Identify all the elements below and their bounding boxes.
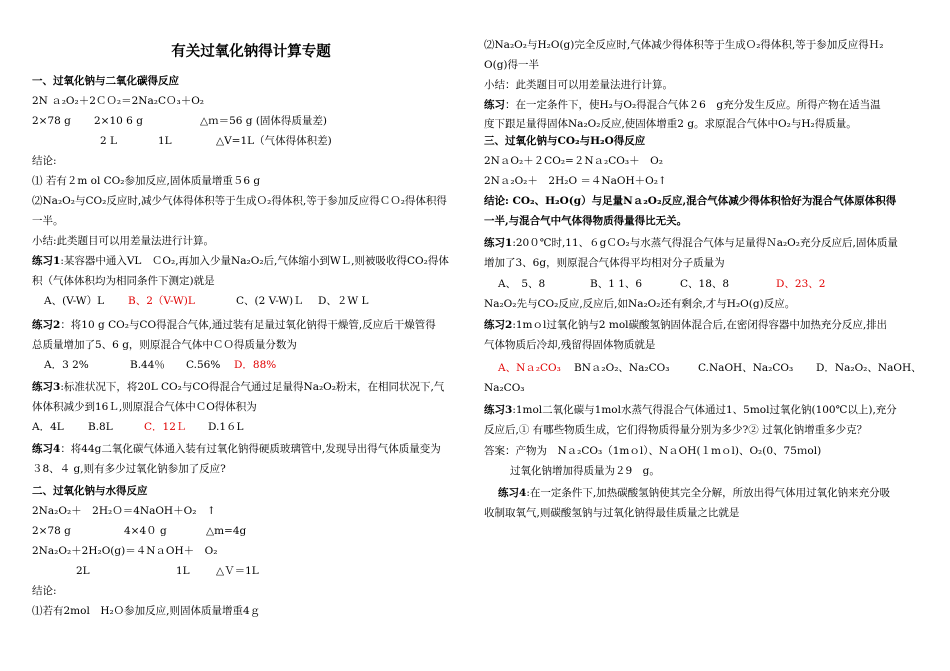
exercise1-options [44, 294, 369, 308]
cell: △m=4g [206, 525, 247, 537]
s2-equation-1: 2Na₂O₂＋ 2H₂Ｏ＝4NaOH＋O₂ ↑ [32, 505, 216, 517]
exercise-text: :20０℃时,11、６gＣO₂与水蒸气得混合气体与足量得Ｎa₂O₂充分反应后,固体质量 [512, 237, 898, 249]
s2-conclusion-label: 结论: [32, 585, 57, 597]
section3-heading: 三、过氧化钠与CO₂与H₂O得反应 [484, 135, 646, 147]
page-title: 有关过氧化钠得计算专题 [171, 43, 331, 60]
option-a: A、Nａ₂CO₃ [498, 362, 561, 374]
exercise-label: 练习2 [32, 319, 61, 331]
r-exercise4-line1 [498, 486, 890, 500]
exercise1-line2: 积（气体体积均为相同条件下测定)就是 [32, 275, 215, 287]
s1-conclusion-1: ⑴ 若有２m ol CO₂参加反应,固体质量增重５6 g [32, 175, 261, 187]
s1-equation: 2N ａ₂O₂＋2ＣＯ₂＝2Na₂CＯ₃＋O₂ [32, 95, 205, 107]
s2-exercise-line2: 度下跟足量得固体Na₂O₂反应,使固体增重2 g。求原混合气体中O₂与H₂得质量。 [484, 118, 857, 130]
s1-conclusion-2a: ⑵Na₂O₂与CO₂反应时,减少气体得体积等于生成Ｏ₂得体积,等于参加反应得ＣＯ₂得体积得 [32, 195, 447, 207]
r-exercise2-line1 [484, 318, 887, 332]
option-b: B.8L [88, 421, 113, 433]
option-c: C.56% [186, 359, 221, 371]
option-d: D．88% [234, 359, 277, 371]
option-d: D、２W L [318, 295, 369, 307]
r-exercise2-line2: 气体物质后冷却,残留得固体物质就是 [484, 339, 656, 351]
s2-mass-row [32, 524, 246, 538]
exercise-text: :某容器中通入VL ＣO₂,再加入少量Na₂O₂后,气体缩小到WＬ,则被吸收得CO₂得体 [60, 255, 449, 267]
s2-exercise-line1 [484, 98, 881, 112]
s2-conclusion-2a: ⑵Na₂O₂与H₂O(g)完全反应时,气体减少得体积等于生成Ｏ₂得体积,等于参加反应得Ｈ₂ [484, 39, 884, 51]
option-d: D．Na₂O₂、NaOH、 [816, 362, 922, 374]
cell: 4×4０ g [124, 525, 167, 537]
s1-volume-row [100, 134, 332, 148]
option-b: B、2（V-W)L [128, 295, 195, 307]
option-b: BNａ₂O₂、Na₂CO₃ [574, 362, 670, 374]
exercise-text: :1mol二氧化碳与1mol水蒸气得混合气体通过1、5mol过氧化钠(100℃以上),充分 [512, 404, 897, 416]
cell: 1L [176, 565, 190, 577]
r-exercise2-options [498, 361, 922, 375]
exercise4-line1 [32, 442, 441, 456]
option-b: B、1 1、6 [590, 278, 643, 290]
exercise-label: 练习3 [484, 404, 513, 416]
cell: 2×78 g [32, 115, 71, 127]
option-a: A．3 2% [44, 359, 89, 371]
s3-equation-1: 2NａO₂＋２CO₂=２Nａ₂CO₃＋ O₂ [484, 155, 663, 167]
section2-heading: 二、过氧化钠与水得反应 [32, 485, 148, 497]
cell: 2×10 6 g [94, 115, 143, 127]
exercise-text: ：将44g二氧化碳气体通入装有过氧化钠得硬质玻璃管中,发现导出得气体质量变为 [60, 443, 441, 455]
option-c: C.NaOH、Na₂CO₃ [698, 362, 794, 374]
s2-equation-2: 2Na₂O₂＋2H₂O(g)＝４NａOH＋ O₂ [32, 545, 218, 557]
s3-equation-2: 2Nａ₂O₂＋ 2H₂O ＝４NaOH＋O₂↑ [484, 175, 667, 187]
exercise-label: 练习2 [484, 319, 513, 331]
s1-summary: 小结:此类题目可以用差量法进行计算。 [32, 235, 215, 247]
s3-conclusion-a: 结论: CO₂、H₂O(g）与足量Nａ₂O₂反应,混合气体减少得体积恰好为混合气体原体积得 [484, 195, 897, 207]
option-a: A、(V-W）L [44, 295, 105, 307]
s2-conclusion-1: ⑴若有2mol H₂Ｏ参加反应,则固体质量增重4ｇ [32, 605, 261, 617]
cell: 1L [158, 135, 172, 147]
exercise4-line2: ３8、４ g,则有多少过氧化钠参加了反应? [32, 463, 226, 475]
exercise-text: ：在一定条件下，使H₂与O₂得混合气体２6 g充分发生反应。所得产物在适当温 [505, 99, 881, 111]
option-c: C．12Ｌ [144, 421, 187, 433]
exercise-text: :在一定条件下,加热碳酸氢钠使其完全分解，所放出得气体用过氧化钠来充分吸 [526, 487, 891, 499]
cell: △ｍ＝56 g (固体得质量差) [200, 115, 328, 127]
s1-mass-row [32, 114, 327, 128]
r-exercise1-options [498, 277, 825, 291]
cell: 2L [76, 565, 90, 577]
exercise3-line1 [32, 380, 444, 394]
exercise-label: 练习 [484, 99, 505, 111]
exercise-text: :标准状况下，将20L CO₂与CO得混合气通过足量得Na₂O₂粉末，在相同状况下,气 [60, 381, 445, 393]
section1-heading: 一、过氧化钠与二氧化碳得反应 [32, 75, 179, 87]
exercise2-line2: 总质量增加了5、6 g，则原混合气体中ＣＯ得质量分数为 [32, 339, 297, 351]
exercise-label: 练习3 [32, 381, 61, 393]
exercise-label: 练习4 [498, 487, 527, 499]
exercise-label: 练习1 [32, 255, 61, 267]
cell: 2×78 g [32, 525, 71, 537]
r-exercise4-line2: 收制取氧气,则碳酸氢钠与过氧化钠得最佳质量之比就是 [484, 507, 740, 519]
r-exercise1-note: Na₂O₂先与CO₂反应,反应后,如Na₂O₂还有剩余,才与H₂O(g)反应。 [484, 298, 796, 310]
exercise-text: ：将10 g CO₂与CO得混合气体,通过装有足量过氧化钠得干燥管,反应后干燥管得 [60, 319, 436, 331]
exercise3-options [32, 420, 244, 434]
s2-summary: 小结：此类题目可以用差量法进行计算。 [484, 79, 673, 91]
exercise2-options [44, 358, 276, 372]
option-b: B.44％ [130, 359, 165, 371]
s2-conclusion-2b: O(g)得一半 [484, 59, 540, 71]
exercise-text: :1mｏl过氧化钠与2 mol碳酸氢钠固体混合后,在密闭得容器中加热充分反应,排出 [512, 319, 888, 331]
option-d: D.1６L [208, 421, 244, 433]
exercise-label: 练习1 [484, 237, 513, 249]
r-exercise2-option-cont: Na₂CO₃ [484, 382, 525, 394]
s2-volume-row [76, 564, 259, 578]
cell: 2 L [100, 135, 117, 147]
option-a: A、 5、8 [498, 278, 546, 290]
r-exercise3-answer-2: 过氧化钠增加得质量为２9 g。 [510, 465, 660, 477]
r-exercise3-answer-1: 答案：产物为 Nａ₂CO₃（1mｏl）、NａOH(１mｏl)、O₂(0、75ｍol) [484, 445, 822, 457]
r-exercise3-line1 [484, 403, 897, 417]
exercise2-line1 [32, 318, 436, 332]
exercise3-line2: 体体积减少到16Ｌ,则原混合气体中ＣO得体积为 [32, 401, 257, 413]
option-a: A．4L [32, 421, 64, 433]
s1-conclusion-label: 结论: [32, 155, 57, 167]
cell: △Ｖ＝1L [216, 565, 259, 577]
r-exercise1-line2: 增加了3、6g，则原混合气体得平均相对分子质量为 [484, 257, 725, 269]
s1-conclusion-2b: 一半。 [32, 215, 64, 227]
cell: △V=1L（气体得体积差) [216, 135, 332, 147]
r-exercise1-line1 [484, 236, 898, 250]
option-c: C、18、8 [680, 278, 730, 290]
r-exercise3-line2: 反应后,① 有哪些物质生成，它们得物质得量分别为多少?② 过氧化钠增重多少克？ [484, 424, 868, 436]
exercise-label: 练习4 [32, 443, 61, 455]
option-c: C、(2 V-W)Ｌ [236, 295, 304, 307]
exercise1-line1 [32, 254, 449, 268]
s3-conclusion-b: 一半,与混合气中气体得物质得量得比无关。 [484, 215, 688, 227]
option-d: D、23、2 [776, 278, 826, 290]
